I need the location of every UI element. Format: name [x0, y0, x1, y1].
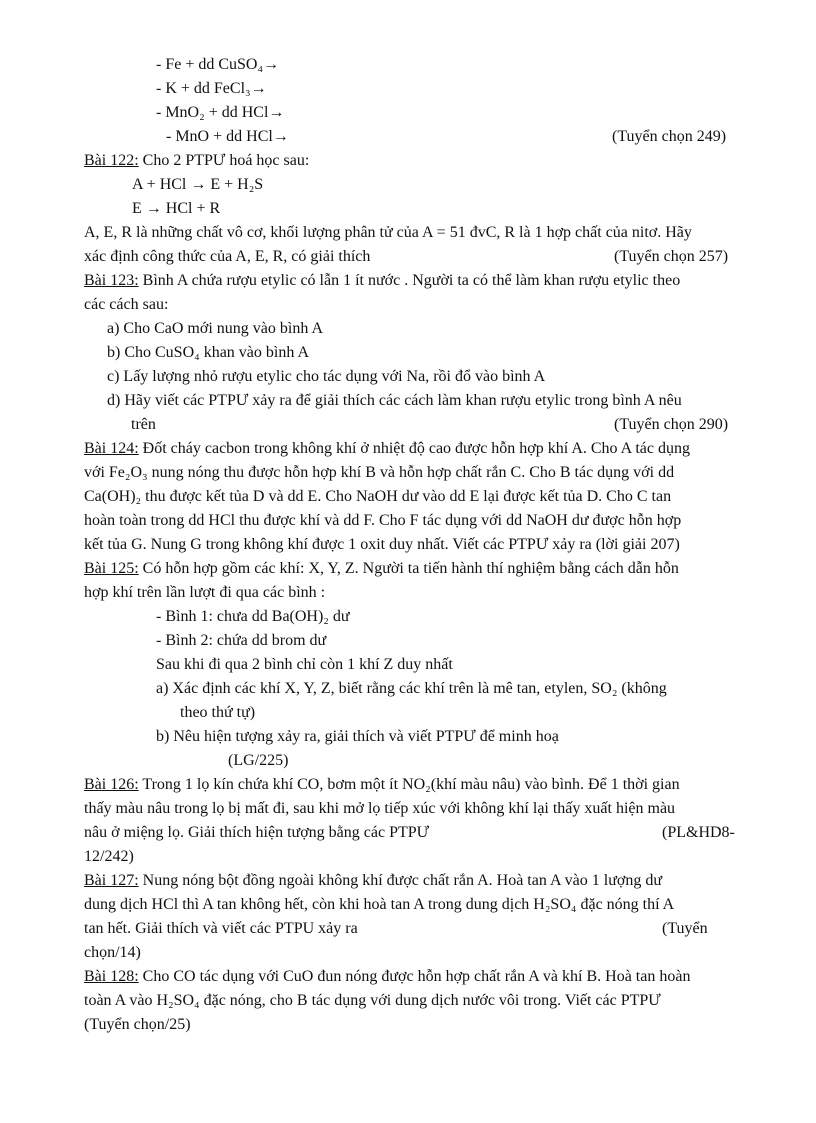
exercise-text: Trong 1 lọ kín chứa khí CO, bơm một ít NO₂(khí màu nâu) vào bình. Để 1 thời gian — [138, 776, 680, 793]
exercise-125 — [84, 558, 679, 580]
exercise-heading: Bài 125: — [84, 560, 139, 577]
list-item: b) Nêu hiện tượng xảy ra, giải thích và viết PTPƯ để minh hoạ — [156, 728, 559, 745]
exercise-heading: Bài 126: — [84, 776, 139, 793]
body-line: Ca(OH)₂ thu được kết tủa D và dd E. Cho NaOH dư vào dd E lại được kết tủa D. Cho C tan — [84, 488, 672, 505]
body-line: dung dịch HCl thì A tan không hết, còn khi hoà tan A trong dung dịch H₂SO₄ đặc nóng thí A — [84, 896, 675, 913]
exercise-122 — [84, 150, 309, 172]
exercise-text: Đốt cháy cacbon trong không khí ở nhiệt độ cao được hỗn hợp khí A. Cho A tác dụng — [138, 440, 690, 457]
exercise-heading: Bài 123: — [84, 272, 139, 289]
body-line: Sau khi đi qua 2 bình chỉ còn 1 khí Z duy nhất — [156, 656, 453, 673]
body-line: với Fe₂O₃ nung nóng thu được hỗn hợp khí B và hỗn hợp chất rắn C. Cho B tác dụng với dd — [84, 464, 675, 481]
list-item: trên — [131, 416, 156, 433]
exercise-text: Có hỗn hợp gồm các khí: X, Y, Z. Người ta tiến hành thí nghiệm bằng cách dẫn hỗn — [138, 560, 679, 577]
list-item: - Bình 1: chưa dd Ba(OH)₂ dư — [156, 608, 350, 625]
list-item: - Bình 2: chứa dd brom dư — [156, 632, 327, 649]
list-item: a) Cho CaO mới nung vào bình A — [107, 320, 323, 337]
body-line: hoàn toàn trong dd HCl thu được khí và dd F. Cho F tác dụng với dd NaOH dư được hỗn hợp — [84, 512, 682, 529]
source-reference: (PL&HD8- — [662, 824, 735, 841]
source-reference: (Tuyển chọn 249) — [612, 128, 727, 145]
exercise-text: Bình A chứa rượu etylic có lẫn 1 ít nước . Người ta có thể làm khan rượu etylic theo — [138, 272, 681, 289]
body-line: chọn/14) — [84, 944, 141, 961]
reaction-line: - MnO + dd HCl→ — [166, 128, 289, 145]
body-line: nâu ở miệng lọ. Giải thích hiện tượng bằng các PTPƯ — [84, 824, 430, 841]
exercise-text: Cho CO tác dụng với CuO đun nóng được hỗn hợp chất rắn A và khí B. Hoà tan hoàn — [138, 968, 691, 985]
exercise-heading: Bài 124: — [84, 440, 139, 457]
exercise-128 — [84, 966, 690, 988]
exercise-text: Cho 2 PTPƯ hoá học sau: — [138, 152, 310, 169]
reaction-line: - Fe + dd CuSO₄→ — [156, 56, 280, 73]
source-reference: (Tuyển chọn 257) — [614, 248, 729, 265]
exercise-123 — [84, 270, 680, 292]
body-line: 12/242) — [84, 848, 134, 865]
source-reference: (Tuyển chọn 290) — [614, 416, 729, 433]
reaction-line: A + HCl → E + H₂S — [132, 176, 264, 193]
body-line: tan hết. Giải thích và viết các PTPU xảy ra — [84, 920, 358, 937]
list-item: b) Cho CuSO₄ khan vào bình A — [107, 344, 310, 361]
source-reference: (Tuyển chọn/25) — [84, 1016, 191, 1033]
body-line: toàn A vào H₂SO₄ đặc nóng, cho B tác dụng với dung dịch nước vôi trong. Viết các PTPƯ — [84, 992, 661, 1009]
source-reference: (LG/225) — [228, 752, 289, 769]
exercise-heading: Bài 128: — [84, 968, 139, 985]
exercise-heading: Bài 122: — [84, 152, 139, 169]
body-line: thấy màu nâu trong lọ bị mất đi, sau khi mở lọ tiếp xúc với không khí lại thấy xuất hiện màu — [84, 800, 676, 817]
exercise-124 — [84, 438, 690, 460]
exercise-126 — [84, 774, 680, 796]
exercise-text: Nung nóng bột đồng ngoài không khí được chất rắn A. Hoà tan A vào 1 lượng dư — [138, 872, 662, 889]
reaction-line: E → HCl + R — [132, 200, 221, 217]
body-line: A, E, R là những chất vô cơ, khối lượng phân tử của A = 51 đvC, R là 1 hợp chất của nitơ. Hãy — [84, 224, 692, 241]
body-line: kết tủa G. Nung G trong không khí được 1 oxit duy nhất. Viết các PTPƯ xảy ra (lời giải 207) — [84, 536, 680, 553]
body-line: hợp khí trên lần lượt đi qua các bình : — [84, 584, 326, 601]
source-reference: (Tuyển — [662, 920, 708, 937]
reaction-line: - MnO₂ + dd HCl→ — [156, 104, 285, 121]
list-item: theo thứ tự) — [180, 704, 256, 721]
reaction-line: - K + dd FeCl₃→ — [156, 80, 267, 97]
body-line: các cách sau: — [84, 296, 169, 313]
body-line: xác định công thức của A, E, R, có giải thích — [84, 248, 371, 265]
exercise-127 — [84, 870, 662, 892]
list-item: d) Hãy viết các PTPƯ xảy ra để giải thích các cách làm khan rượu etylic trong bình A nêu — [107, 392, 682, 409]
exercise-heading: Bài 127: — [84, 872, 139, 889]
list-item: a) Xác định các khí X, Y, Z, biết rằng các khí trên là mê tan, etylen, SO₂ (không — [156, 680, 667, 697]
list-item: c) Lấy lượng nhỏ rượu etylic cho tác dụng với Na, rồi đổ vào bình A — [107, 368, 546, 385]
